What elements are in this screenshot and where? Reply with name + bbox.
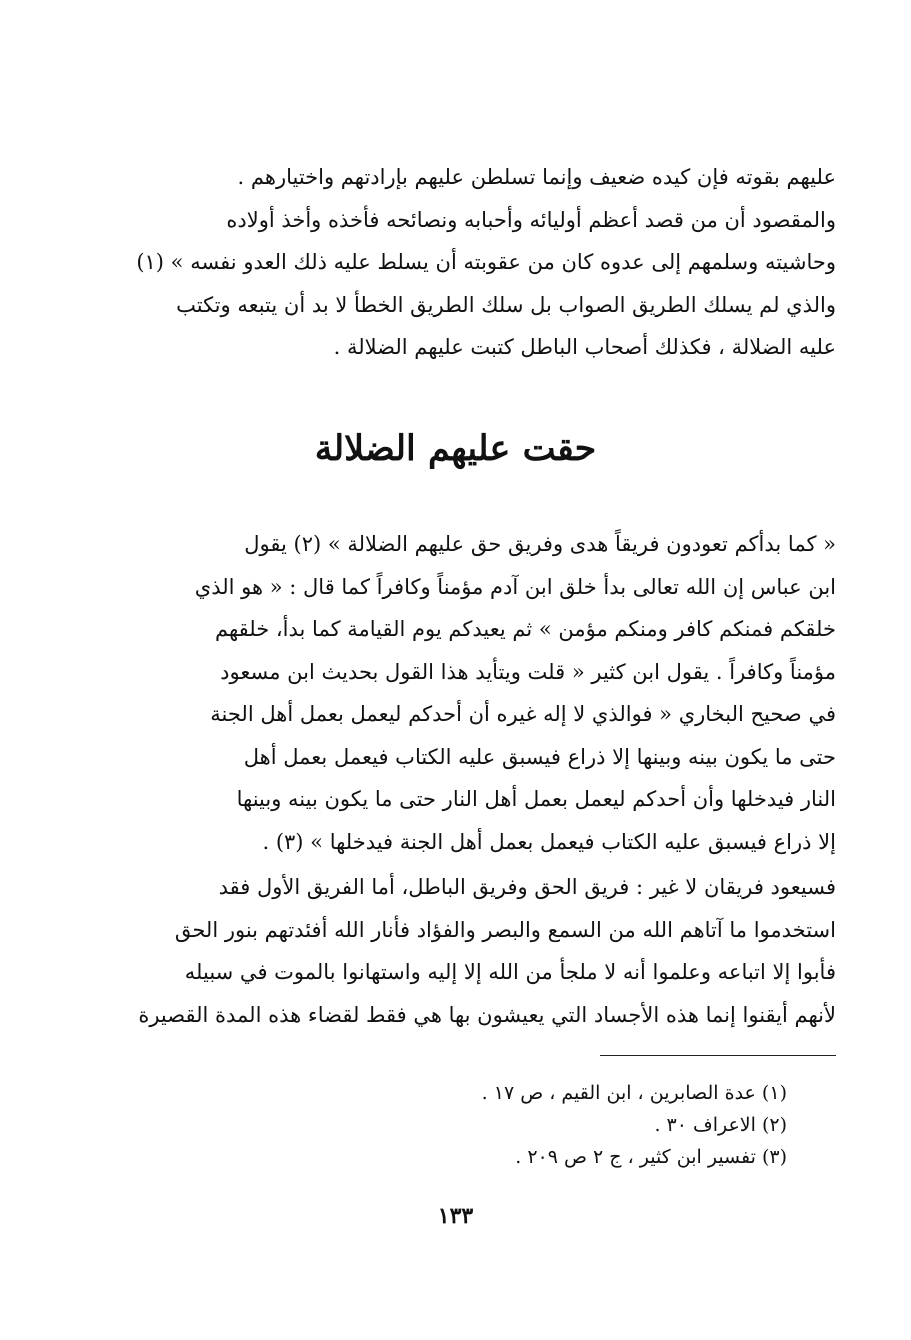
text-line: عليه الضلالة ، فكذلك أصحاب الباطل كتبت عليهم الضلالة . <box>333 335 836 359</box>
text-line: مؤمناً وكافراً . يقول ابن كثير « قلت ويتأيد هذا القول بحديث ابن مسعود <box>220 659 836 684</box>
footnote-divider <box>600 1055 836 1056</box>
text-line: استخدموا ما آتاهم الله من السمع والبصر والفؤاد فأنار الله أفئدتهم بنور الحق <box>174 917 836 942</box>
text-line: خلقكم فمنكم كافر ومنكم مؤمن » ثم يعيدكم يوم القيامة كما بدأ، خلقهم <box>215 617 836 641</box>
text-line: « كما بدأكم تعودون فريقاً هدى وفريق حق عليهم الضلالة » (٢) يقول <box>244 532 836 556</box>
text-line: وحاشيته وسلمهم إلى عدوه كان من عقوبته أن يسلط عليه ذلك العدو نفسه » (١) <box>136 250 836 274</box>
section-heading: حقت عليهم الضلالة <box>314 428 597 469</box>
text-line: النار فيدخلها وأن أحدكم ليعمل بعمل أهل النار حتى ما يكون بينه وبينها <box>236 787 836 811</box>
page-number: ١٣٣ <box>437 1203 474 1229</box>
footnotes <box>482 1077 787 1173</box>
text-line: حتى ما يكون بينه وبينها إلا ذراع فيسبق عليه الكتاب فيعمل بعمل أهل <box>243 744 836 769</box>
paragraph-1 <box>128 156 836 369</box>
text-line: لأنهم أيقنوا إنما هذه الأجساد التي يعيشون بها هي فقط لقضاء هذه المدة القصيرة <box>138 1002 836 1027</box>
text-line: فسيعود فريقان لا غير : فريق الحق وفريق الباطل، أما الفريق الأول فقد <box>218 875 836 899</box>
text-line: فأبوا إلا اتباعه وعلموا أنه لا ملجأ من الله إلا إليه واستهانوا بالموت في سبيله <box>184 960 836 984</box>
footnote-item: (٢) الاعراف ٣٠ . <box>654 1114 787 1136</box>
text-line: ابن عباس إن الله تعالى بدأ خلق ابن آدم مؤمناً وكافراً كما قال : « هو الذي <box>194 574 836 599</box>
paragraph-2 <box>128 523 836 863</box>
footnote-item: (٣) تفسير ابن كثير ، ج ٢ ص ٢٠٩ . <box>515 1146 787 1168</box>
paragraph-3 <box>128 866 836 1036</box>
text-line: في صحيح البخاري « فوالذي لا إله غيره أن أحدكم ليعمل بعمل أهل الجنة <box>210 702 836 726</box>
text-line: والذي لم يسلك الطريق الصواب بل سلك الطريق الخطأ لا بد أن يتبعه وتكتب <box>176 292 836 317</box>
text-line: والمقصود أن من قصد أعظم أوليائه وأحبابه ونصائحه فأخذه وأخذ أولاده <box>226 207 836 232</box>
text-line: إلا ذراع فيسبق عليه الكتاب فيعمل بعمل أهل الجنة فيدخلها » (٣) . <box>262 829 836 854</box>
footnote-item: (١) عدة الصابرين ، ابن القيم ، ص ١٧ . <box>481 1082 787 1104</box>
text-line: عليهم بقوته فإن كيده ضعيف وإنما تسلطن عليهم بإرادتهم واختيارهم . <box>237 165 836 189</box>
